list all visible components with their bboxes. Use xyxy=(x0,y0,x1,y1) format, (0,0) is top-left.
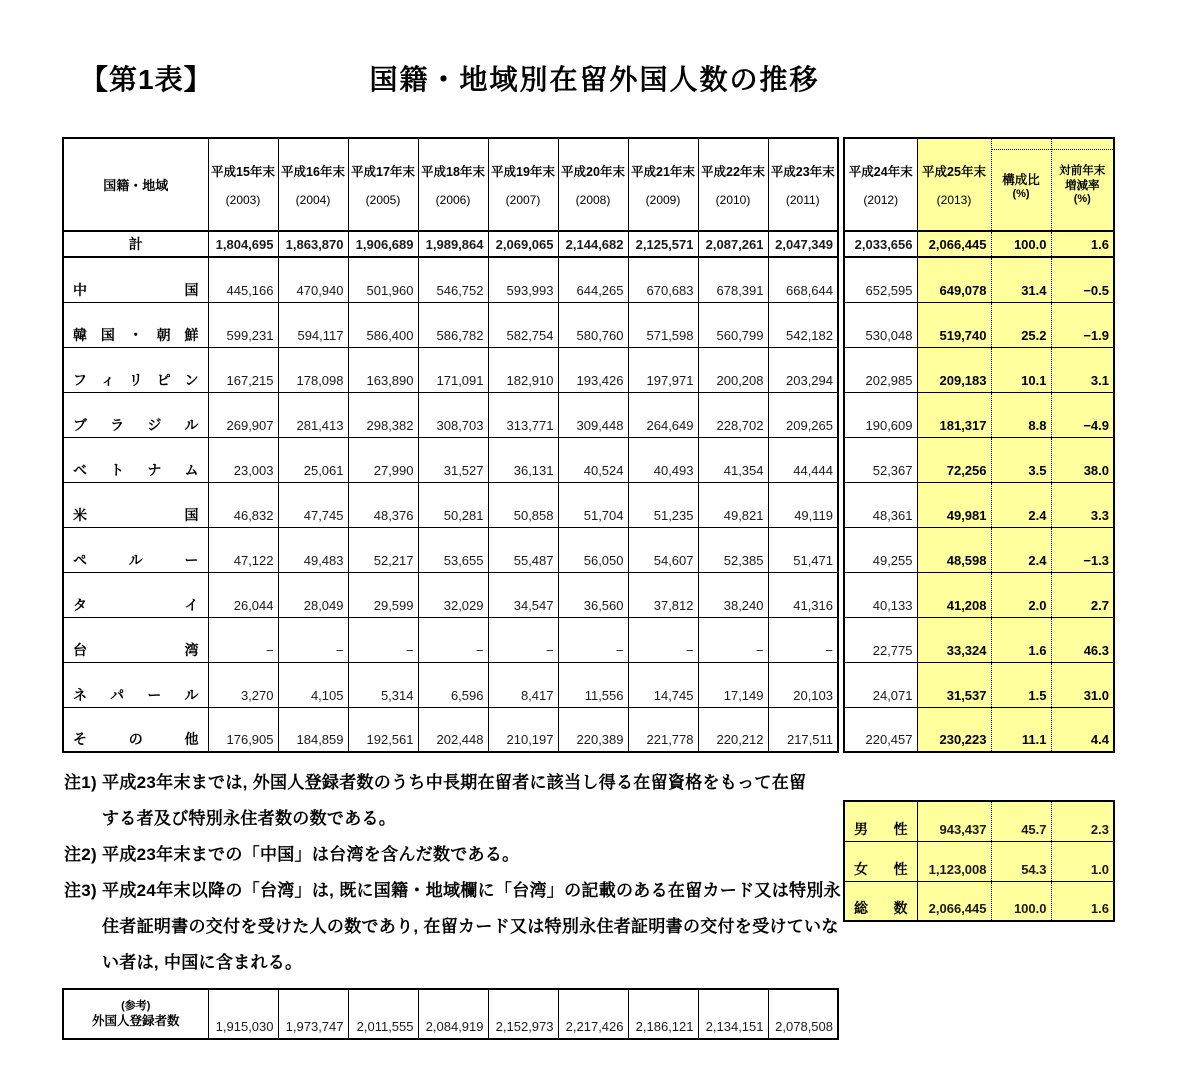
era-year-label: 平成17年末 xyxy=(351,165,415,179)
value-cell: 269,907 xyxy=(208,392,278,437)
table-row xyxy=(844,437,1114,482)
value-2013-cell: 49,981 xyxy=(917,482,991,527)
share-cell: 3.5 xyxy=(991,437,1051,482)
total-row xyxy=(844,231,1114,257)
nationality-label: ベ ト ナ ム xyxy=(73,461,199,478)
share-cell: 2.4 xyxy=(991,527,1051,572)
value-cell: − xyxy=(208,617,278,662)
value-cell: 14,745 xyxy=(628,662,698,707)
value-cell: − xyxy=(558,617,628,662)
row-label-cell xyxy=(63,482,208,527)
percent-unit-label: (%) xyxy=(1073,192,1091,205)
value-cell: 49,119 xyxy=(768,482,838,527)
value-cell: 32,029 xyxy=(418,572,488,617)
value-cell: 38,240 xyxy=(698,572,768,617)
header-row xyxy=(63,138,838,231)
western-year-label: (2007) xyxy=(505,193,541,207)
value-cell: 40,493 xyxy=(628,437,698,482)
value-cell: − xyxy=(418,617,488,662)
value-cell: 40,524 xyxy=(558,437,628,482)
value-2012-cell: 22,775 xyxy=(844,617,917,662)
change-cell: 4.4 xyxy=(1051,707,1114,752)
value-cell: 221,778 xyxy=(628,707,698,752)
western-year-label: (2003) xyxy=(225,193,261,207)
value-cell: − xyxy=(768,617,838,662)
gender-label-cell xyxy=(844,841,917,881)
era-year-label: 平成20年末 xyxy=(561,165,625,179)
percent-unit-label: (%) xyxy=(1012,187,1030,200)
value-cell: 184,859 xyxy=(278,707,348,752)
nationality-label: フ ィ リ ピ ン xyxy=(73,371,199,388)
row-label-cell xyxy=(63,347,208,392)
nationality-label: ブ ラ ジ ル xyxy=(73,416,199,433)
value-cell: 313,771 xyxy=(488,392,558,437)
total-row xyxy=(63,231,838,257)
row-label-cell xyxy=(63,572,208,617)
year-header-2012 xyxy=(844,138,917,231)
era-year-label: 平成22年末 xyxy=(701,165,765,179)
share-cell: 10.1 xyxy=(991,347,1051,392)
value-cell: − xyxy=(488,617,558,662)
gender-table xyxy=(843,800,1115,922)
value-cell: 644,265 xyxy=(558,257,628,302)
header-row xyxy=(844,138,1114,231)
value-2012-cell: 40,133 xyxy=(844,572,917,617)
value-cell: 298,382 xyxy=(348,392,418,437)
nationality-label: 米 国 xyxy=(73,506,199,523)
value-cell: 594,117 xyxy=(278,302,348,347)
nationality-region-header: 国籍・地域 xyxy=(63,138,208,231)
value-2013-cell: 41,208 xyxy=(917,572,991,617)
nationality-label: ネ パ ー ル xyxy=(73,686,199,703)
table-row xyxy=(63,437,838,482)
value-2013-cell: 72,256 xyxy=(917,437,991,482)
value-cell: 47,122 xyxy=(208,527,278,572)
value-cell: 171,091 xyxy=(418,347,488,392)
value-cell: 48,376 xyxy=(348,482,418,527)
latest-years-table xyxy=(843,137,1115,753)
value-2013-cell: 31,537 xyxy=(917,662,991,707)
table-row xyxy=(844,707,1114,752)
gender-share-cell: 100.0 xyxy=(991,881,1051,921)
year-header xyxy=(628,138,698,231)
value-cell: 52,385 xyxy=(698,527,768,572)
value-2013-cell: 33,324 xyxy=(917,617,991,662)
value-cell: 53,655 xyxy=(418,527,488,572)
gender-row xyxy=(844,841,1114,881)
western-year-label: (2010) xyxy=(715,193,751,207)
value-cell: 210,197 xyxy=(488,707,558,752)
gender-label: 総 数 xyxy=(854,900,908,916)
gender-label: 女 性 xyxy=(854,860,908,877)
value-cell: 17,149 xyxy=(698,662,768,707)
change-cell: −1.9 xyxy=(1051,302,1114,347)
era-year-label: 平成15年末 xyxy=(211,165,275,179)
total-value-cell: 2,144,682 xyxy=(558,231,628,257)
nationality-label: そ の 他 xyxy=(73,731,199,747)
value-cell: 6,596 xyxy=(418,662,488,707)
value-cell: 217,511 xyxy=(768,707,838,752)
western-year-label: (2013) xyxy=(936,193,972,207)
row-label-cell xyxy=(63,302,208,347)
table-row xyxy=(63,662,838,707)
value-cell: 586,782 xyxy=(418,302,488,347)
value-cell: 36,131 xyxy=(488,437,558,482)
table-row xyxy=(844,662,1114,707)
value-cell: 167,215 xyxy=(208,347,278,392)
value-cell: 34,547 xyxy=(488,572,558,617)
total-value-cell: 2,125,571 xyxy=(628,231,698,257)
value-cell: 192,561 xyxy=(348,707,418,752)
value-cell: 203,294 xyxy=(768,347,838,392)
note-line: い者は, 中国に含まれる。 xyxy=(102,953,303,972)
table-row xyxy=(63,707,838,752)
table-row xyxy=(63,527,838,572)
value-2012-cell: 49,255 xyxy=(844,527,917,572)
value-cell: 178,098 xyxy=(278,347,348,392)
value-cell: 580,760 xyxy=(558,302,628,347)
total-value-cell: 1,804,695 xyxy=(208,231,278,257)
total-value-cell: 2,069,065 xyxy=(488,231,558,257)
table-row xyxy=(844,527,1114,572)
table-number: 【第1表】 xyxy=(80,64,213,95)
value-cell: 31,527 xyxy=(418,437,488,482)
value-cell: 50,281 xyxy=(418,482,488,527)
western-year-label: (2009) xyxy=(645,193,681,207)
total-value-cell: 1,989,864 xyxy=(418,231,488,257)
row-label-cell xyxy=(63,707,208,752)
value-cell: 586,400 xyxy=(348,302,418,347)
value-cell: 41,354 xyxy=(698,437,768,482)
reference-label-cell xyxy=(63,989,208,1039)
row-label-cell xyxy=(63,527,208,572)
value-cell: 668,644 xyxy=(768,257,838,302)
value-cell: 582,754 xyxy=(488,302,558,347)
change-cell: 3.1 xyxy=(1051,347,1114,392)
table-row xyxy=(63,257,838,302)
table-row xyxy=(844,347,1114,392)
value-cell: 44,444 xyxy=(768,437,838,482)
value-cell: 51,471 xyxy=(768,527,838,572)
table-row xyxy=(844,302,1114,347)
share-cell: 31.4 xyxy=(991,257,1051,302)
share-cell: 25.2 xyxy=(991,302,1051,347)
table-row xyxy=(844,257,1114,302)
value-cell: 182,910 xyxy=(488,347,558,392)
value-cell: 176,905 xyxy=(208,707,278,752)
reference-value-cell: 1,973,747 xyxy=(278,989,348,1039)
value-cell: 593,993 xyxy=(488,257,558,302)
total-2013-cell: 2,066,445 xyxy=(917,231,991,257)
table-row xyxy=(63,392,838,437)
reference-label-line1: (参考) xyxy=(121,999,151,1012)
total-value-cell: 1,863,870 xyxy=(278,231,348,257)
value-cell: 670,683 xyxy=(628,257,698,302)
value-cell: 51,704 xyxy=(558,482,628,527)
gender-change-cell: 2.3 xyxy=(1051,801,1114,841)
total-share-cell: 100.0 xyxy=(991,231,1051,257)
value-cell: 47,745 xyxy=(278,482,348,527)
value-cell: 281,413 xyxy=(278,392,348,437)
value-cell: 470,940 xyxy=(278,257,348,302)
table-row xyxy=(63,347,838,392)
value-cell: 571,598 xyxy=(628,302,698,347)
reference-value-cell: 2,217,426 xyxy=(558,989,628,1039)
value-cell: 51,235 xyxy=(628,482,698,527)
row-label-cell xyxy=(63,617,208,662)
row-label-cell xyxy=(63,437,208,482)
change-rate-label-line2: 増減率 xyxy=(1065,179,1100,192)
gender-label: 男 性 xyxy=(854,820,908,837)
western-year-label: (2005) xyxy=(365,193,401,207)
share-cell: 8.8 xyxy=(991,392,1051,437)
change-cell: 38.0 xyxy=(1051,437,1114,482)
value-cell: 445,166 xyxy=(208,257,278,302)
value-cell: 193,426 xyxy=(558,347,628,392)
change-cell: −0.5 xyxy=(1051,257,1114,302)
change-cell: −1.3 xyxy=(1051,527,1114,572)
value-cell: 36,560 xyxy=(558,572,628,617)
value-cell: 20,103 xyxy=(768,662,838,707)
value-2013-cell: 230,223 xyxy=(917,707,991,752)
value-cell: 560,799 xyxy=(698,302,768,347)
value-cell: 23,003 xyxy=(208,437,278,482)
total-value-cell: 1,906,689 xyxy=(348,231,418,257)
composition-ratio-label: 構成比 xyxy=(1002,172,1040,187)
table-row xyxy=(63,617,838,662)
note-line: 注3) 平成24年末以降の「台湾」は, 既に国籍・地域欄に「台湾」の記載のある在留カード又は特別永 xyxy=(64,881,841,900)
value-cell: 26,044 xyxy=(208,572,278,617)
value-cell: 3,270 xyxy=(208,662,278,707)
value-2012-cell: 52,367 xyxy=(844,437,917,482)
value-2012-cell: 220,457 xyxy=(844,707,917,752)
value-2013-cell: 48,598 xyxy=(917,527,991,572)
change-cell: 3.3 xyxy=(1051,482,1114,527)
era-year-label: 平成16年末 xyxy=(281,165,345,179)
value-cell: 309,448 xyxy=(558,392,628,437)
share-cell: 1.5 xyxy=(991,662,1051,707)
row-label-cell xyxy=(63,662,208,707)
value-cell: 8,417 xyxy=(488,662,558,707)
composition-ratio-header xyxy=(991,138,1051,231)
value-2012-cell: 190,609 xyxy=(844,392,917,437)
row-label-cell xyxy=(63,392,208,437)
value-2013-cell: 649,078 xyxy=(917,257,991,302)
value-cell: 52,217 xyxy=(348,527,418,572)
table-row xyxy=(844,572,1114,617)
gender-change-cell: 1.0 xyxy=(1051,841,1114,881)
value-cell: 209,265 xyxy=(768,392,838,437)
value-cell: 56,050 xyxy=(558,527,628,572)
reference-value-cell: 2,084,919 xyxy=(418,989,488,1039)
gender-value-cell: 1,123,008 xyxy=(917,841,991,881)
western-year-label: (2012) xyxy=(863,193,899,207)
value-2012-cell: 202,985 xyxy=(844,347,917,392)
value-2013-cell: 209,183 xyxy=(917,347,991,392)
era-year-label: 平成23年末 xyxy=(770,165,835,179)
value-2013-cell: 181,317 xyxy=(917,392,991,437)
gender-value-cell: 943,437 xyxy=(917,801,991,841)
value-cell: 5,314 xyxy=(348,662,418,707)
nationality-label: ペ ル ー xyxy=(73,551,199,568)
value-cell: − xyxy=(278,617,348,662)
table-row xyxy=(844,392,1114,437)
nationality-label: タ イ xyxy=(73,596,199,613)
western-year-label: (2006) xyxy=(435,193,471,207)
total-change-cell: 1.6 xyxy=(1051,231,1114,257)
value-2012-cell: 48,361 xyxy=(844,482,917,527)
era-year-label: 平成19年末 xyxy=(491,165,555,179)
value-cell: 220,389 xyxy=(558,707,628,752)
year-header xyxy=(208,138,278,231)
gender-share-cell: 54.3 xyxy=(991,841,1051,881)
value-cell: 228,702 xyxy=(698,392,768,437)
main-table xyxy=(62,137,839,753)
change-cell: 31.0 xyxy=(1051,662,1114,707)
value-cell: 197,971 xyxy=(628,347,698,392)
value-cell: 163,890 xyxy=(348,347,418,392)
reference-value-cell: 2,134,151 xyxy=(698,989,768,1039)
nationality-label: 台 湾 xyxy=(73,641,199,658)
gender-value-cell: 2,066,445 xyxy=(917,881,991,921)
reference-value-cell: 2,011,555 xyxy=(348,989,418,1039)
share-cell: 2.4 xyxy=(991,482,1051,527)
year-header xyxy=(418,138,488,231)
value-cell: 25,061 xyxy=(278,437,348,482)
table-row xyxy=(63,572,838,617)
value-cell: 501,960 xyxy=(348,257,418,302)
year-header xyxy=(558,138,628,231)
note-line: 注2) 平成23年末までの「中国」は台湾を含んだ数である。 xyxy=(64,845,520,864)
year-header xyxy=(348,138,418,231)
value-cell: 41,316 xyxy=(768,572,838,617)
reference-value-cell: 2,186,121 xyxy=(628,989,698,1039)
note-line: する者及び特別永住者数の数である。 xyxy=(102,809,397,828)
reference-value-cell: 2,152,973 xyxy=(488,989,558,1039)
nationality-label: 中 国 xyxy=(73,281,199,298)
reference-table xyxy=(62,988,839,1040)
value-2012-cell: 530,048 xyxy=(844,302,917,347)
table-row xyxy=(63,302,838,347)
value-cell: − xyxy=(348,617,418,662)
nationality-label: 韓 国 ・ 朝 鮮 xyxy=(73,326,199,343)
change-cell: 46.3 xyxy=(1051,617,1114,662)
value-cell: 542,182 xyxy=(768,302,838,347)
value-cell: 200,208 xyxy=(698,347,768,392)
year-header xyxy=(278,138,348,231)
value-cell: 678,391 xyxy=(698,257,768,302)
table-row xyxy=(844,617,1114,662)
era-year-label: 平成18年末 xyxy=(421,165,485,179)
year-header xyxy=(698,138,768,231)
value-cell: 29,599 xyxy=(348,572,418,617)
value-cell: − xyxy=(698,617,768,662)
value-2013-cell: 519,740 xyxy=(917,302,991,347)
gender-change-cell: 1.6 xyxy=(1051,881,1114,921)
era-year-label: 平成24年末 xyxy=(848,165,913,179)
value-cell: 28,049 xyxy=(278,572,348,617)
value-cell: 27,990 xyxy=(348,437,418,482)
value-cell: 50,858 xyxy=(488,482,558,527)
value-cell: 37,812 xyxy=(628,572,698,617)
year-header xyxy=(488,138,558,231)
value-cell: 49,821 xyxy=(698,482,768,527)
value-cell: 4,105 xyxy=(278,662,348,707)
reference-row xyxy=(63,989,838,1039)
row-label-cell xyxy=(63,257,208,302)
note-line: 注1) 平成23年末までは, 外国人登録者数のうち中長期在留者に該当し得る在留資格をもって在留 xyxy=(64,773,807,792)
share-cell: 11.1 xyxy=(991,707,1051,752)
value-cell: 264,649 xyxy=(628,392,698,437)
gender-label-cell xyxy=(844,801,917,841)
footnotes xyxy=(64,765,854,981)
total-value-cell: 2,087,261 xyxy=(698,231,768,257)
change-rate-header xyxy=(1051,138,1114,231)
change-rate-label-line1: 対前年末 xyxy=(1059,165,1106,178)
gender-share-cell: 45.7 xyxy=(991,801,1051,841)
value-cell: 55,487 xyxy=(488,527,558,572)
note-line: 住者証明書の交付を受けた人の数であり, 在留カード又は特別永住者証明書の交付を受けていな xyxy=(102,917,839,936)
change-cell: 2.7 xyxy=(1051,572,1114,617)
western-year-label: (2008) xyxy=(575,193,611,207)
value-2012-cell: 652,595 xyxy=(844,257,917,302)
year-header xyxy=(768,138,838,231)
value-cell: − xyxy=(628,617,698,662)
table-row xyxy=(844,482,1114,527)
value-cell: 220,212 xyxy=(698,707,768,752)
total-row-label: 計 xyxy=(63,231,208,257)
reference-value-cell: 2,078,508 xyxy=(768,989,838,1039)
reference-label-line2: 外国人登録者数 xyxy=(91,1014,180,1029)
era-year-label: 平成25年末 xyxy=(922,165,986,179)
gender-row xyxy=(844,881,1114,921)
value-cell: 202,448 xyxy=(418,707,488,752)
value-cell: 54,607 xyxy=(628,527,698,572)
value-2012-cell: 24,071 xyxy=(844,662,917,707)
share-cell: 2.0 xyxy=(991,572,1051,617)
gender-row xyxy=(844,801,1114,841)
page-title: 国籍・地域別在留外国人数の推移 xyxy=(369,64,820,95)
value-cell: 46,832 xyxy=(208,482,278,527)
change-cell: −4.9 xyxy=(1051,392,1114,437)
western-year-label: (2004) xyxy=(295,193,331,207)
year-header-2013 xyxy=(917,138,991,231)
western-year-label: (2011) xyxy=(785,193,820,207)
value-cell: 49,483 xyxy=(278,527,348,572)
total-value-cell: 2,047,349 xyxy=(768,231,838,257)
value-cell: 11,556 xyxy=(558,662,628,707)
total-2012-cell: 2,033,656 xyxy=(844,231,917,257)
era-year-label: 平成21年末 xyxy=(631,165,695,179)
reference-value-cell: 1,915,030 xyxy=(208,989,278,1039)
table-row xyxy=(63,482,838,527)
value-cell: 308,703 xyxy=(418,392,488,437)
value-cell: 546,752 xyxy=(418,257,488,302)
gender-label-cell xyxy=(844,881,917,921)
share-cell: 1.6 xyxy=(991,617,1051,662)
value-cell: 599,231 xyxy=(208,302,278,347)
